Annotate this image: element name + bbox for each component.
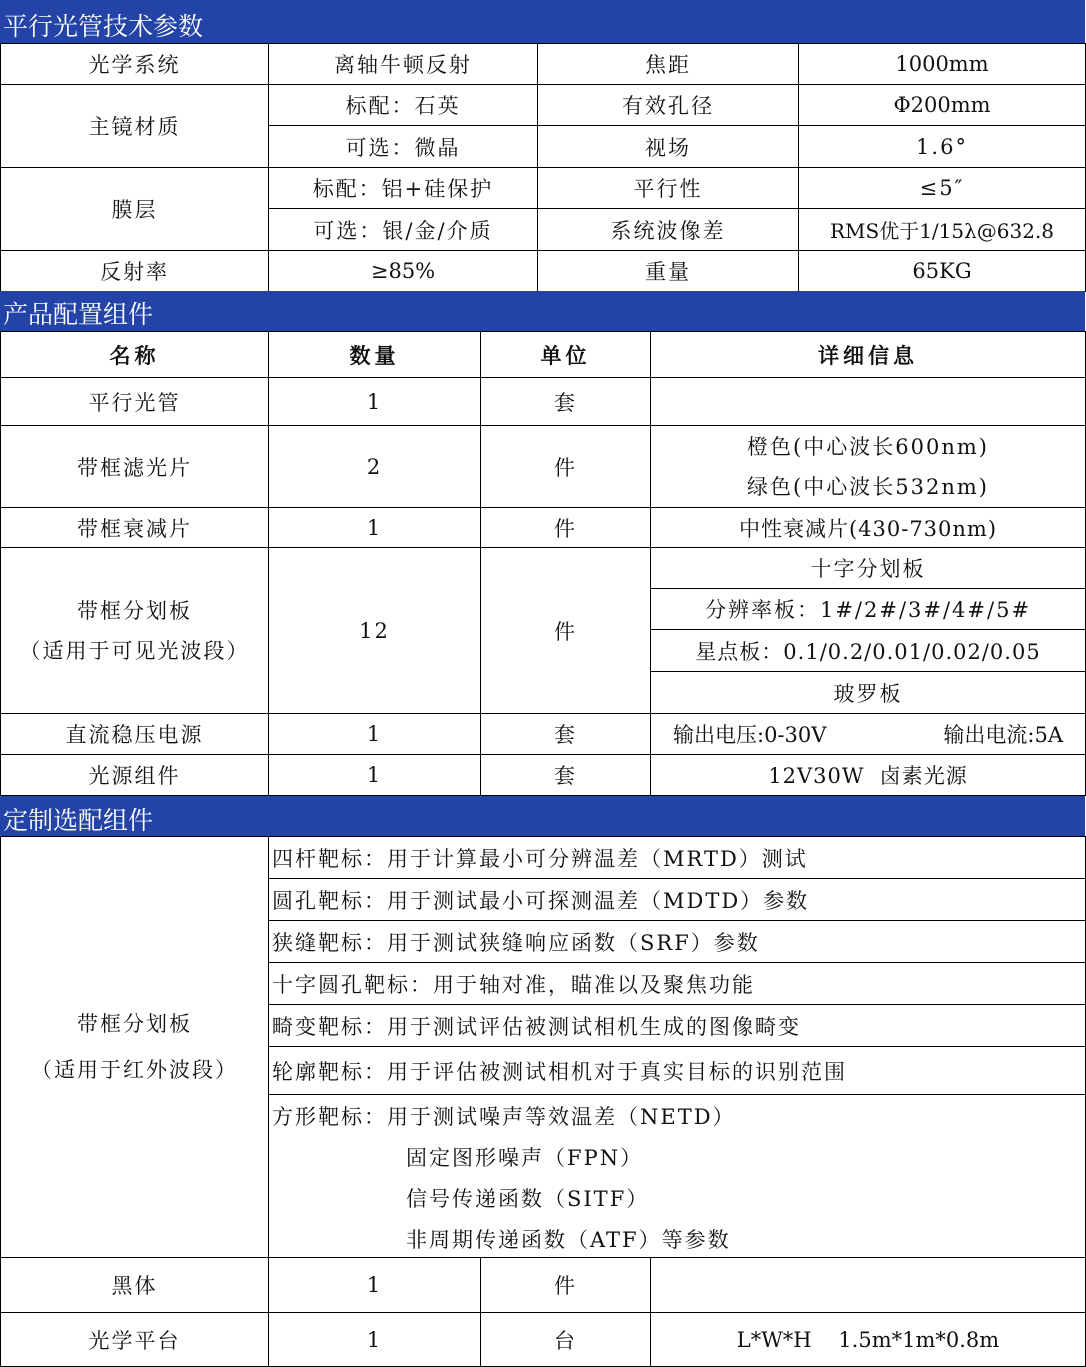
detail-line: 绿色(中心波长532nm)	[747, 474, 989, 499]
value-aperture: Φ200mm	[798, 84, 1086, 126]
target-item: 狭缝靶标：用于测试狭缝响应函数（SRF）参数	[268, 921, 1086, 963]
item-qty: 1	[268, 754, 481, 796]
item-qty: 12	[268, 547, 481, 714]
item-name-line: 带框分划板	[77, 1012, 192, 1036]
label-parallelism: 平行性	[537, 167, 799, 209]
square-sub-line: 固定图形噪声（FPN）	[406, 1146, 644, 1170]
item-unit: 套	[480, 377, 651, 426]
value-wavefront: RMS优于1/15λ@632.8	[798, 208, 1086, 251]
section-header-specs	[0, 0, 1085, 43]
item-name: 光源组件	[0, 754, 269, 796]
label-focal-length: 焦距	[537, 43, 799, 85]
item-name: 直流稳压电源	[0, 713, 269, 755]
targets-list	[268, 837, 1086, 1261]
output-current: 输出电流:5A	[943, 723, 1063, 747]
label-coating: 膜层	[0, 167, 269, 251]
label-wavefront: 系统波像差	[537, 208, 799, 251]
square-sub-line: 非周期传递函数（ATF）等参数	[406, 1228, 731, 1252]
value-reflectivity: ≥85%	[268, 250, 538, 292]
target-item: 轮廓靶标：用于评估被测试相机对于真实目标的识别范围	[268, 1047, 1086, 1095]
target-item: 四杆靶标：用于计算最小可分辨温差（MRTD）测试	[268, 837, 1086, 879]
item-qty: 1	[268, 1257, 481, 1313]
item-name-line: （适用于可见光波段）	[19, 638, 250, 663]
item-qty: 2	[268, 425, 481, 508]
item-unit: 套	[480, 754, 651, 796]
item-name	[0, 547, 269, 714]
item-name: 平行光管	[0, 377, 269, 426]
detail-line: 星点板：0.1/0.2/0.01/0.02/0.05	[650, 629, 1086, 672]
col-header-unit: 单位	[480, 331, 651, 378]
value-optical-system: 离轴牛顿反射	[268, 43, 538, 85]
item-name	[0, 836, 269, 1258]
item-unit: 件	[480, 1257, 651, 1313]
label-aperture: 有效孔径	[537, 84, 799, 126]
item-detail: 12V30W 卤素光源	[650, 754, 1086, 796]
item-detail	[650, 1257, 1086, 1313]
item-name-line: 带框分划板	[77, 598, 192, 623]
value-coating-standard: 标配：铝+硅保护	[268, 167, 538, 209]
section-title: 平行光管技术参数	[3, 12, 204, 41]
label-mirror-material: 主镜材质	[0, 84, 269, 168]
col-header-qty: 数量	[268, 331, 481, 378]
value-coating-optional: 可选：银/金/介质	[268, 208, 538, 251]
label-optical-system: 光学系统	[0, 43, 269, 85]
item-detail	[650, 377, 1086, 426]
target-item: 畸变靶标：用于测试评估被测试相机生成的图像畸变	[268, 1005, 1086, 1047]
value-weight: 65KG	[798, 250, 1086, 292]
item-unit: 台	[480, 1312, 651, 1367]
section-header-config	[0, 291, 1085, 331]
item-name: 带框滤光片	[0, 425, 269, 508]
value-fov: 1.6°	[798, 125, 1086, 168]
item-detail: 中性衰减片(430-730nm)	[650, 507, 1086, 548]
detail-line: 玻罗板	[650, 671, 1086, 714]
section-title: 定制选配组件	[3, 806, 154, 835]
section-title: 产品配置组件	[3, 300, 154, 329]
output-voltage: 输出电压:0-30V	[673, 723, 827, 747]
detail-line: 十字分划板	[650, 547, 1086, 589]
item-qty: 1	[268, 377, 481, 426]
item-unit: 件	[480, 425, 651, 508]
target-item-square	[268, 1095, 1086, 1261]
label-reflectivity: 反射率	[0, 250, 269, 292]
value-mirror-standard: 标配：石英	[268, 84, 538, 126]
value-focal-length: 1000mm	[798, 43, 1086, 85]
label-weight: 重量	[537, 250, 799, 292]
item-detail	[650, 713, 1086, 755]
item-name: 带框衰减片	[0, 507, 269, 548]
item-unit: 件	[480, 547, 651, 714]
target-item: 十字圆孔靶标：用于轴对准，瞄准以及聚焦功能	[268, 963, 1086, 1005]
item-detail: L*W*H 1.5m*1m*0.8m	[650, 1312, 1086, 1367]
item-unit: 件	[480, 507, 651, 548]
value-parallelism: ≤5″	[798, 167, 1086, 209]
item-qty: 1	[268, 1312, 481, 1367]
item-name-line: （适用于红外波段）	[31, 1058, 238, 1082]
label-fov: 视场	[537, 125, 799, 168]
target-item: 圆孔靶标：用于测试最小可探测温差（MDTD）参数	[268, 879, 1086, 921]
section-header-custom	[0, 796, 1085, 837]
square-target-line: 方形靶标：用于测试噪声等效温差（NETD）	[272, 1105, 736, 1129]
item-detail	[650, 425, 1086, 508]
value-mirror-optional: 可选：微晶	[268, 125, 538, 168]
detail-line: 橙色(中心波长600nm)	[747, 434, 989, 459]
square-sub-line: 信号传递函数（SITF）	[406, 1187, 650, 1211]
item-name: 黑体	[0, 1257, 269, 1313]
detail-line: 分辨率板：1#/2#/3#/4#/5#	[650, 588, 1086, 630]
item-name: 光学平台	[0, 1312, 269, 1367]
col-header-name: 名称	[0, 331, 269, 378]
col-header-detail: 详细信息	[650, 331, 1086, 378]
item-qty: 1	[268, 713, 481, 755]
item-qty: 1	[268, 507, 481, 548]
item-unit: 套	[480, 713, 651, 755]
